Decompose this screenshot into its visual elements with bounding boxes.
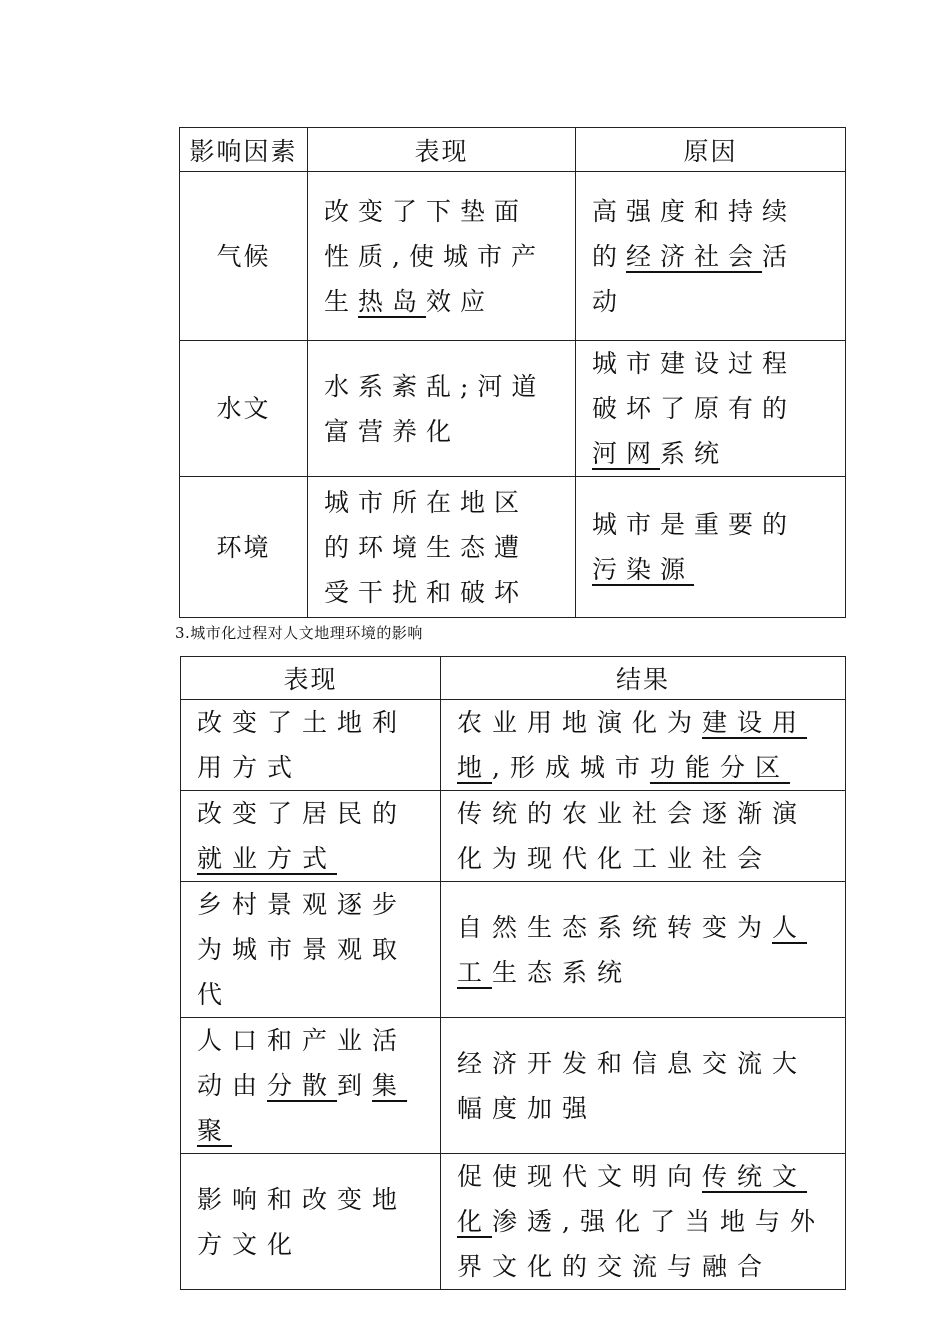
urban-climate-table [179,127,846,618]
underlined-keyword: 集聚 [197,1071,408,1145]
performance-cell: 城市所在地区的环境生态遭受干扰和破坏 [308,477,576,618]
performance-cell [181,700,441,791]
table-row [181,1154,846,1290]
underlined-keyword: 就业方式 [197,844,338,873]
header-factor: 影响因素 [180,128,308,172]
table-header-row [180,128,846,172]
text-segment: 经济开发和信息交流大幅度加强 [457,1048,808,1123]
urban-human-geo-table [180,656,846,1290]
table-row [181,882,846,1018]
factor-cell: 水文 [180,341,308,477]
reason-cell: 城市是重要的污染源 [576,477,846,618]
result-cell [441,1154,846,1290]
text-segment: 自然生态系统转变为 [457,912,773,942]
performance-cell: 改变了下垫面性质,使城市产生热岛效应 [308,172,576,341]
underlined-keyword: 人工 [457,912,808,987]
underlined-keyword: 建设用地 [457,708,808,782]
table-row [180,172,846,341]
table-row [180,341,846,477]
result-cell [441,791,846,882]
text-segment: ,形成城市 [492,753,650,782]
header-performance: 表现 [308,128,576,172]
result-cell [441,700,846,791]
table-row [181,1018,846,1154]
table-row [180,477,846,618]
underlined-keyword: 功能分区 [649,753,790,782]
factor-cell: 气候 [180,172,308,341]
factor-cell: 环境 [180,477,308,618]
text-segment: 改变了居民的 [197,799,408,828]
table-row [181,700,846,791]
text-segment: 农业用地演化为 [457,708,703,737]
text-segment: 乡村景观逐步为城市景观取代 [197,890,408,1009]
underlined-keyword: 分散 [267,1071,338,1100]
reason-cell: 城市建设过程破坏了原有的河网系统 [576,341,846,477]
performance-cell [181,882,441,1018]
underlined-keyword: 传统文化 [457,1162,808,1236]
text-segment: 影响和改变地方文化 [197,1184,408,1259]
performance-cell [181,1154,441,1290]
table-header-row [181,657,846,700]
performance-cell [181,1018,441,1154]
section-caption: 3.城市化过程对人文地理环境的影响 [175,624,423,642]
performance-cell [181,791,441,882]
text-segment: 改变了土地利用方式 [197,708,408,782]
text-segment: 到 [337,1071,373,1100]
text-segment: 生态系统 [492,957,633,987]
result-cell [441,882,846,1018]
header-reason: 原因 [576,128,846,172]
performance-cell: 水系紊乱;河道富营养化 [308,341,576,477]
header-performance: 表现 [181,657,441,700]
header-result: 结果 [441,657,846,700]
result-cell [441,1018,846,1154]
text-segment: 渗透,强化了当地与外界文化的交流与融合 [457,1207,825,1281]
text-segment: 人口和产业活动由 [197,1026,408,1100]
table-row [181,791,846,882]
reason-cell: 高强度和持续的经济社会活动 [576,172,846,341]
text-segment: 促使现代文明向 [457,1162,703,1191]
text-segment: 传统的农业社会逐渐演化为现代化工业社会 [457,799,808,873]
